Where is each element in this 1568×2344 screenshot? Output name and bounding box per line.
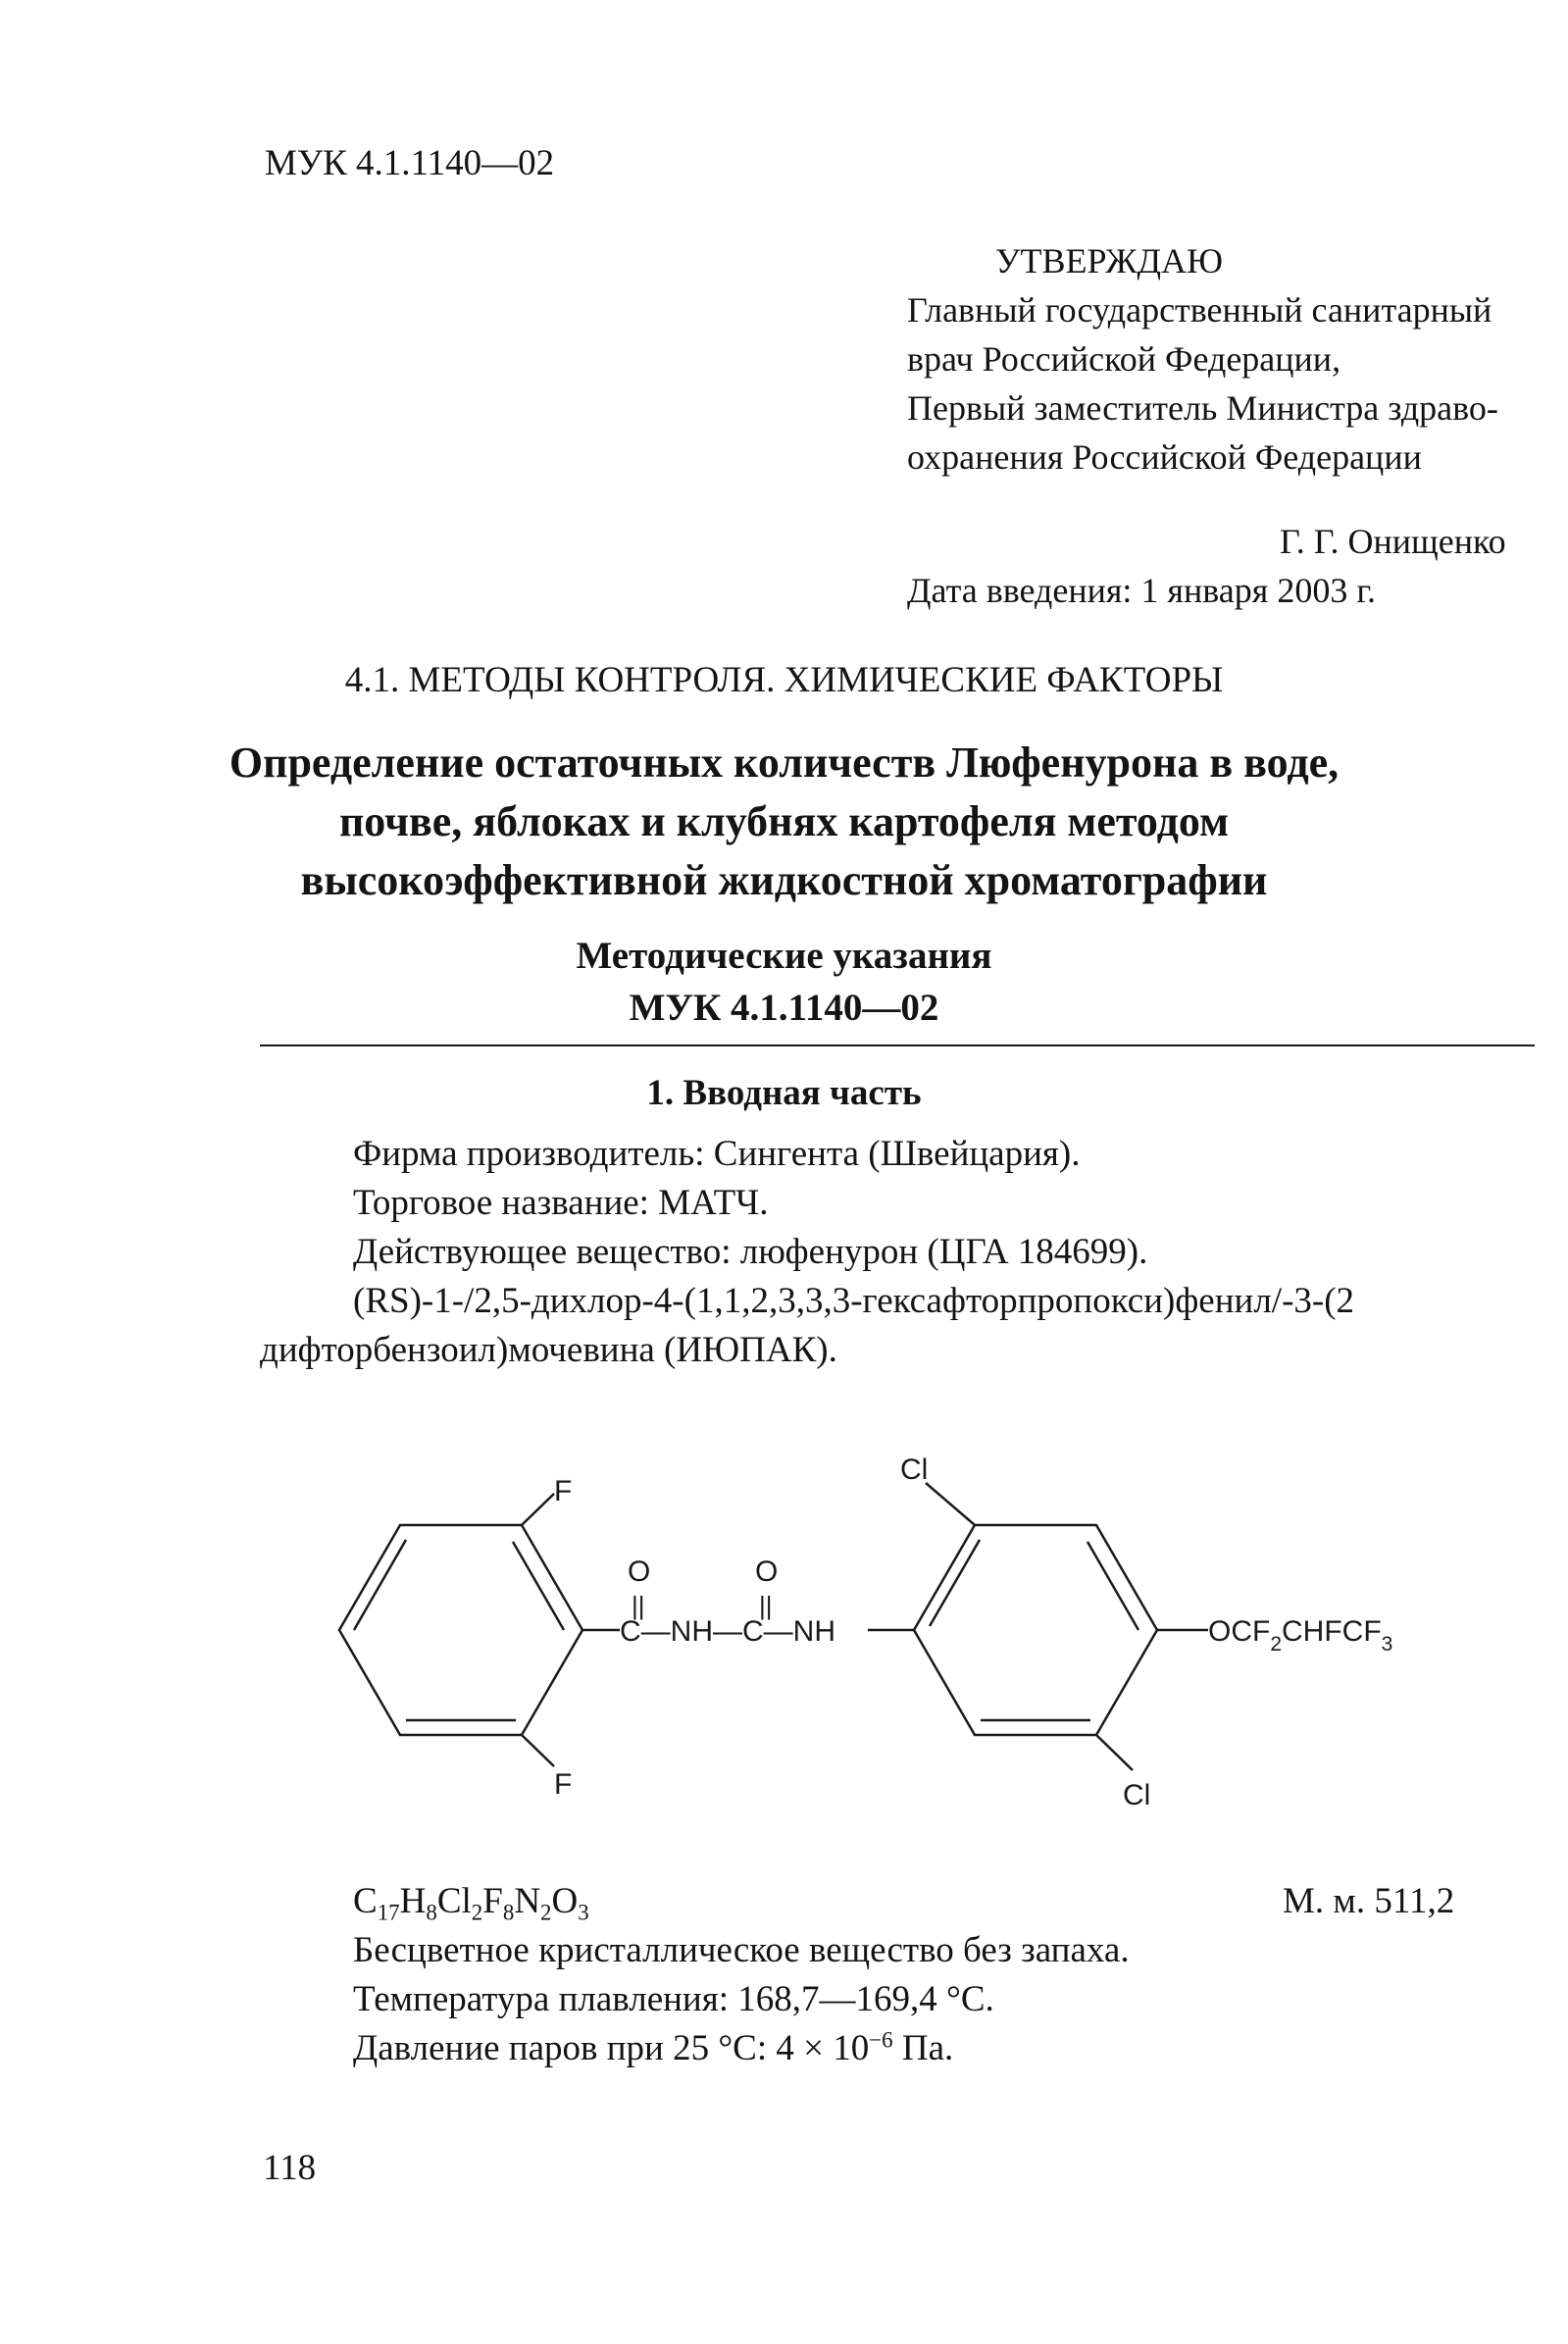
fluorine-top-label: F — [554, 1475, 573, 1507]
document-subtitle: Методические указания — [576, 935, 992, 977]
ring-double-bond — [930, 1540, 980, 1626]
section-header: 4.1. МЕТОДЫ КОНТРОЛЯ. ХИМИЧЕСКИЕ ФАКТОРЫ — [344, 660, 1224, 700]
title-line: почве, яблоках и клубнях картофеля методом — [338, 797, 1230, 845]
chlorine-bond — [926, 1483, 975, 1525]
left-benzene-ring — [339, 1525, 582, 1735]
approval-line: Главный государственный санитарный — [907, 290, 1492, 330]
page-number: 118 — [263, 2148, 317, 2188]
approval-line: врач Российской Федерации, — [907, 339, 1341, 379]
substance-description: Бесцветное кристаллическое вещество без запаха. — [353, 1930, 1130, 1970]
fluorine-bottom-label: F — [554, 1768, 573, 1801]
fluorine-bond — [522, 1735, 554, 1766]
chlorine-top-label: Cl — [900, 1453, 929, 1486]
intro-heading: 1. Вводная часть — [646, 1073, 922, 1113]
fluorine-bond — [522, 1494, 554, 1525]
vapor-pressure: Давление паров при 25 °С: $4 \times 10^{-6}$ Па. — [353, 2027, 954, 2068]
title-line: высокоэффективной жидкостной хроматографии — [300, 856, 1268, 904]
approval-line: Первый заместитель Министра здраво- — [907, 388, 1498, 428]
ether-substituent-label: $OCF_2CHFCF_3$ — [1208, 1615, 1393, 1656]
signatory-name: Г. Г. Онищенко — [1280, 522, 1506, 561]
active-substance-line: Действующее вещество: люфенурон (ЦГА 184699). — [353, 1232, 1148, 1272]
title-line: Определение остаточных количеств Люфенурона в воде, — [228, 739, 1340, 787]
trade-name-line: Торговое название: МАТЧ. — [353, 1183, 769, 1223]
introduction-date: Дата введения: 1 января 2003 г. — [907, 571, 1377, 610]
manufacturer-line: Фирма производитель: Сингента (Швейцария). — [353, 1134, 1081, 1174]
chlorine-bottom-label: Cl — [1123, 1779, 1151, 1811]
approval-line: охранения Российской Федерации — [907, 437, 1422, 477]
oxygen-left-label: O — [628, 1555, 651, 1588]
iupac-name-line: дифторбензоил)мочевина (ИЮПАК). — [260, 1330, 837, 1370]
double-bond-left: || — [632, 1591, 645, 1620]
document-code-header: МУК 4.1.1140—02 — [265, 143, 555, 183]
urea-chain-label: C—NH—C—NH — [620, 1615, 835, 1648]
oxygen-right-label: O — [755, 1555, 779, 1588]
approval-heading: УТВЕРЖДАЮ — [995, 241, 1224, 280]
molar-mass: М. м. 511,2 — [1283, 1881, 1455, 1921]
double-bond-right: || — [759, 1591, 773, 1620]
ring-double-bond — [354, 1540, 406, 1630]
chlorine-bond — [1096, 1735, 1133, 1770]
document-subtitle-code: МУК 4.1.1140—02 — [629, 987, 939, 1029]
iupac-name-line: (RS)-1-/2,5-дихлор-4-(1,1,2,3,3,3-гексафторпропокси)фенил/-3-(2 — [353, 1281, 1355, 1321]
right-benzene-ring — [914, 1525, 1157, 1735]
molecular-formula: $C_{17}H_8Cl_2F_8N_2O_3$ — [353, 1881, 589, 1925]
melting-point: Температура плавления: 168,7—169,4 °С. — [353, 1979, 994, 2019]
